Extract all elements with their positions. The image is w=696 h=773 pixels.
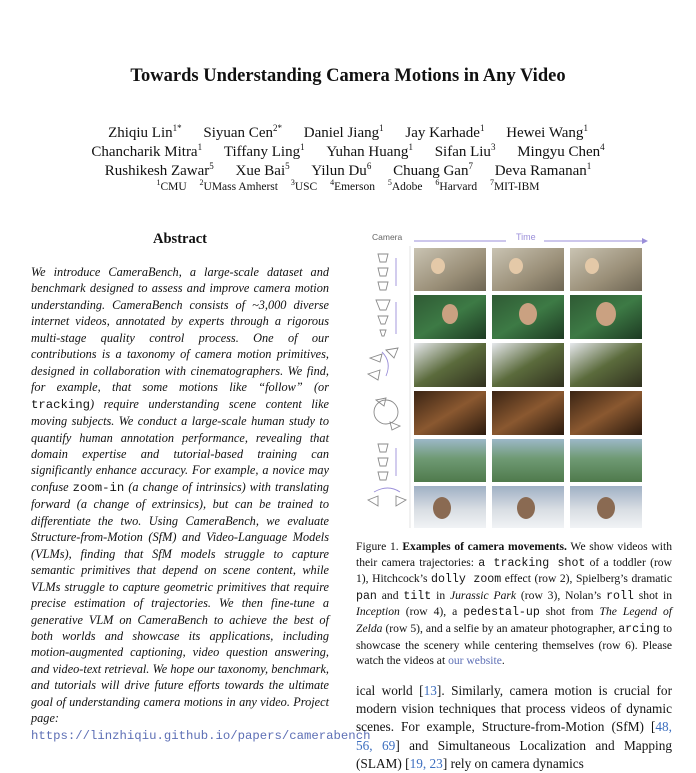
row-5 — [414, 439, 642, 482]
project-page-link[interactable]: https://linzhiqiu.github.io/papers/camerabench — [31, 728, 371, 743]
frame — [492, 343, 564, 387]
abstract-heading: Abstract — [153, 231, 207, 247]
abstract-text: We introduce CameraBench, a large-scale dataset and benchmark designed to assess and improve camera motion understanding. CameraBench consists of ~3,000 diverse internet videos, annotated by experts through a rigorous multi-stage quality control process. One of our contributions is a taxonomy of camera motion primitives, designed in collaboration with cinematographers. We find, for example, that some motions like “follow” (or tracking) require understanding scene content like moving subjects. We conduct a large-scale human study to quantify human annotation performance, revealing that domain expertise and tutorial-based training can significantly enhance accuracy. For example, a novice may confuse zoom-in (a change of intrinsics) with translating forward (a change of extrinsics), but can be trained to differentiate the two. Using CameraBench, we evaluate Structure-from-Motion (SfM) and Video-Language Models (VLMs), finding that SfM models struggle to capture semantic primitives that depend on scene content, while VLMs struggle to capture geometric primitives that require precise estimation of trajectories. We then fine-tune a generative VLM on CameraBench to achieve the best of both worlds and showcase its applications, including motion-augmented captioning, video question answering, and video-text retrieval. We hope our taxonomy, benchmark, and tutorials will drive future efforts towards the ultimate goal of understanding camera motions in any video. Project page: https://linzhiqiu.github.io/papers/camerabench — [31, 265, 371, 743]
paper-title: Towards Understanding Camera Motions in Any Video — [130, 66, 566, 86]
affiliation: $^6$Harvard — [435, 178, 478, 193]
author: Siyuan Cen$^{2*}$ — [203, 123, 282, 141]
intro-body-text: ical world [13]. Similarly, camera motion is crucial for modern vision techniques that process videos of dynamic scenes. For example, Structure-from-Motion (SfM) [48, 56, 69] and Simultaneous Localization and Mapping (SLAM) [19, 23] rely on camera dynamics — [356, 683, 673, 771]
frame — [492, 391, 564, 435]
frame — [414, 391, 486, 435]
author: Yuhan Huang$^1$ — [326, 142, 413, 160]
affiliation: $^5$Adobe — [387, 178, 423, 193]
frame — [414, 248, 486, 291]
row-1 — [414, 248, 642, 291]
website-link[interactable]: our website — [448, 654, 502, 668]
author: Daniel Jiang$^1$ — [303, 123, 384, 141]
affiliation: $^1$CMU — [156, 178, 187, 193]
author: Deva Ramanan$^1$ — [494, 161, 592, 179]
author: Xue Bai$^5$ — [235, 161, 290, 179]
row-4 — [414, 391, 642, 435]
author: Hewei Wang$^1$ — [506, 123, 588, 141]
affiliation: $^3$USC — [290, 178, 318, 193]
row-2 — [414, 295, 642, 339]
frame — [570, 343, 642, 387]
author: Sifan Liu$^3$ — [434, 142, 496, 160]
citation-link[interactable]: 48, 56, 69 — [356, 719, 672, 753]
figure-1 — [356, 230, 672, 528]
author: Zhiqiu Lin$^{1*}$ — [108, 123, 182, 141]
citation-link[interactable]: 19, 23 — [409, 755, 443, 771]
affiliation: $^2$UMass Amherst — [199, 178, 278, 193]
row-6 — [414, 486, 642, 528]
time-label: Time — [516, 232, 536, 242]
affiliation: $^7$MIT-IBM — [489, 178, 540, 193]
frame — [570, 391, 642, 435]
frame — [570, 439, 642, 482]
affiliation: $^4$Emerson — [330, 178, 375, 193]
author: Yilun Du$^6$ — [311, 161, 372, 179]
author: Rushikesh Zawar$^5$ — [104, 161, 214, 179]
author: Chancharik Mitra$^1$ — [91, 142, 203, 160]
author: Mingyu Chen$^4$ — [517, 142, 605, 160]
row-3 — [414, 343, 642, 387]
affiliations — [30, 178, 666, 193]
author: Tiffany Ling$^1$ — [223, 142, 305, 160]
frame — [492, 248, 564, 291]
author: Jay Karhade$^1$ — [405, 123, 485, 141]
author-row-3 — [30, 157, 666, 180]
figure-caption: Figure 1. Examples of camera movements. We show videos with their camera trajectories: a tracking shot of a toddler (row 1), Hitchcock’s dolly zoom effect (row 2), Spielberg’s dramatic pan and tilt in Jurassic Park (row 3), Nolan’s roll shot in Inception (row 4), a pedestal-up shot from The Legend of Zelda (row 5), and a selfie by an amateur photographer, arcing to showcase the scenery while centering themselves (row 6). Please watch the videos at our website. — [356, 540, 673, 668]
camera-icon — [368, 254, 406, 506]
camera-label: Camera — [372, 232, 403, 242]
frame — [414, 343, 486, 387]
frame — [492, 439, 564, 482]
frame — [414, 439, 486, 482]
author: Chuang Gan$^7$ — [393, 161, 473, 179]
citation-link[interactable]: 13 — [423, 683, 437, 698]
frame — [570, 248, 642, 291]
